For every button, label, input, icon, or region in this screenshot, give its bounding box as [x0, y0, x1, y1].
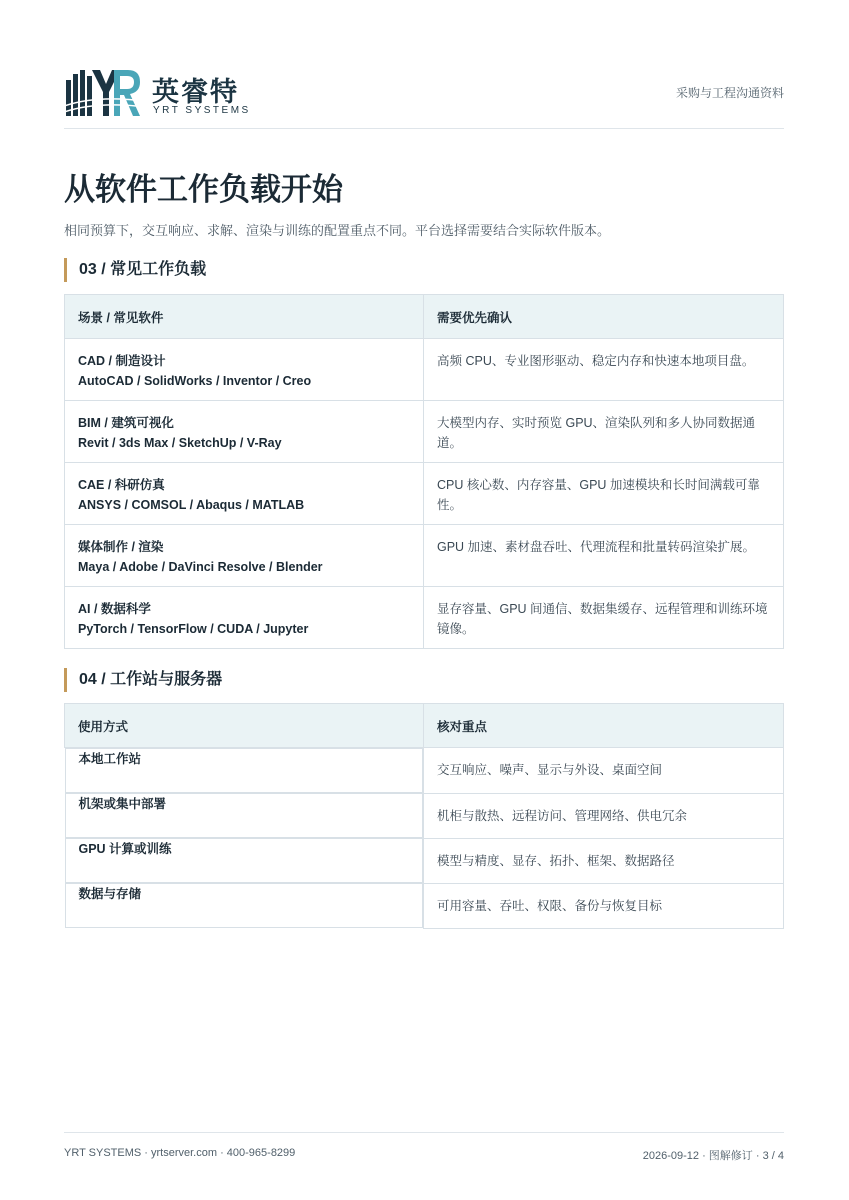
scene-cell — [65, 587, 424, 649]
column-header-check: 核对重点 — [424, 704, 784, 748]
table-row — [65, 463, 784, 525]
table-row — [65, 401, 784, 463]
scene-name: BIM / 建筑可视化 — [78, 416, 174, 430]
logo-english-name: YRT SYSTEMS — [153, 105, 251, 116]
section-heading-workloads: 03 / 常见工作负载 — [64, 258, 206, 282]
check-cell: 交互响应、噪声、显示与外设、桌面空间 — [424, 748, 784, 794]
table-header-row — [65, 295, 784, 339]
scene-software: AutoCAD / SolidWorks / Inventor / Creo — [78, 374, 312, 388]
section-heading-deployment: 04 / 工作站与服务器 — [64, 668, 222, 692]
scene-name: CAD / 制造设计 — [78, 354, 166, 368]
table-row — [65, 587, 784, 649]
footer-page-info: 2026-09-12 · 图解修订 · 3 / 4 — [642, 1150, 784, 1162]
mode-cell: GPU 计算或训练 — [65, 838, 424, 883]
scene-software: Maya / Adobe / DaVinci Resolve / Blender — [78, 560, 323, 574]
scene-software: PyTorch / TensorFlow / CUDA / Jupyter — [78, 622, 309, 636]
priority-cell: CPU 核心数、内存容量、GPU 加速模块和长时间满载可靠性。 — [424, 463, 784, 525]
page-footer — [64, 1132, 784, 1163]
check-cell: 模型与精度、显存、拓扑、框架、数据路径 — [424, 838, 784, 883]
scene-name: 媒体制作 / 渲染 — [78, 540, 164, 554]
scene-cell — [65, 525, 424, 587]
page-title: 从软件工作负载开始 — [64, 172, 343, 207]
table-row — [65, 748, 784, 794]
scene-cell — [65, 463, 424, 525]
mode-cell: 本地工作站 — [65, 748, 424, 793]
priority-cell: 大模型内存、实时预览 GPU、渲染队列和多人协同数据通道。 — [424, 401, 784, 463]
priority-cell: 显存容量、GPU 间通信、数据集缓存、远程管理和训练环境镜像。 — [424, 587, 784, 649]
check-cell: 机柜与散热、远程访问、管理网络、供电冗余 — [424, 793, 784, 838]
page-lead: 相同预算下，交互响应、求解、渲染与训练的配置重点不同。平台选择需要结合实际软件版本。 — [64, 223, 611, 238]
column-header-priority: 需要优先确认 — [424, 295, 784, 339]
mode-cell: 机架或集中部署 — [65, 793, 424, 838]
page-header — [64, 64, 784, 129]
table-row — [65, 339, 784, 401]
header-doc-label: 采购与工程沟通资料 — [675, 86, 784, 100]
column-header-mode: 使用方式 — [65, 704, 424, 748]
scene-software: ANSYS / COMSOL / Abaqus / MATLAB — [78, 498, 305, 512]
logo-chinese-name: 英睿特 — [152, 77, 239, 107]
yrt-logo-icon — [64, 66, 142, 118]
mode-cell: 数据与存储 — [65, 883, 424, 928]
table-row — [65, 883, 784, 928]
table-header-row — [65, 704, 784, 748]
scene-name: CAE / 科研仿真 — [78, 478, 165, 492]
check-cell: 可用容量、吞吐、权限、备份与恢复目标 — [424, 883, 784, 928]
scene-cell — [65, 339, 424, 401]
priority-cell: GPU 加速、素材盘吞吐、代理流程和批量转码渲染扩展。 — [424, 525, 784, 587]
deployment-table — [64, 703, 784, 929]
table-row — [65, 838, 784, 883]
scene-cell — [65, 401, 424, 463]
table-row — [65, 525, 784, 587]
table-row — [65, 793, 784, 838]
workload-table — [64, 294, 784, 649]
priority-cell: 高频 CPU、专业图形驱动、稳定内存和快速本地项目盘。 — [424, 339, 784, 401]
scene-name: AI / 数据科学 — [78, 602, 151, 616]
footer-contact: YRT SYSTEMS · yrtserver.com · 400-965-8299 — [64, 1147, 296, 1159]
column-header-scene: 场景 / 常见软件 — [65, 295, 424, 339]
scene-software: Revit / 3ds Max / SketchUp / V-Ray — [78, 436, 282, 450]
